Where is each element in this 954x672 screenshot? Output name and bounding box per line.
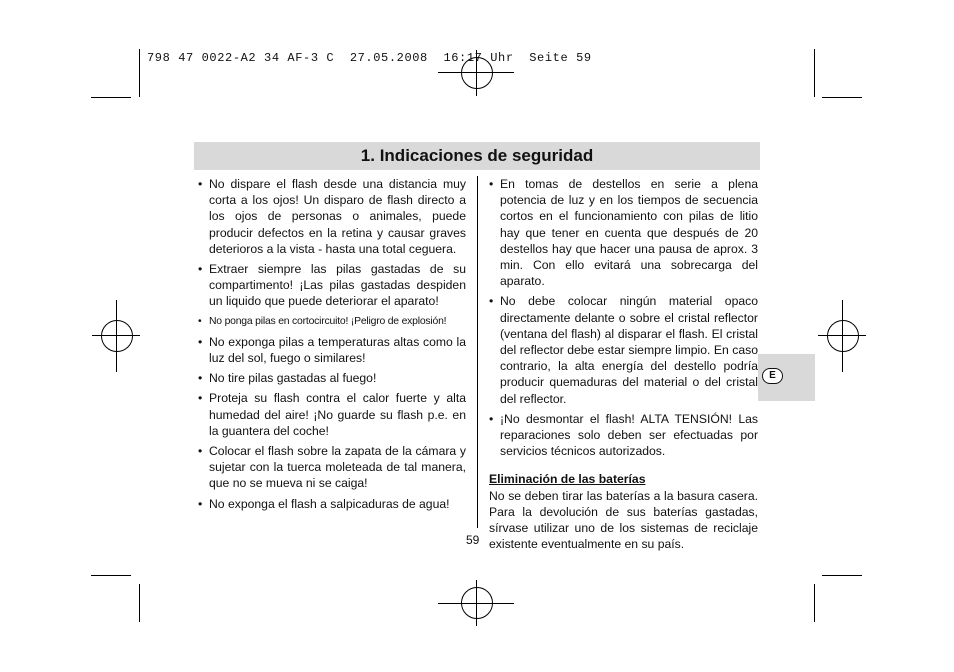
section-title: 1. Indicaciones de seguridad [360,146,594,165]
list-item: • Proteja su flash contra el calor fuerte y alta humedad del aire! ¡No guarde su flash p.e. en la guantera del coche! [198,390,466,439]
crop-mark [91,575,131,576]
section-title-bar [194,142,760,170]
crop-mark [139,49,140,97]
crop-mark [822,97,862,98]
language-badge: E [762,368,783,384]
list-item: • Extraer siempre las pilas gastadas de su compartimento! ¡Las pilas gastadas despiden un liquido que puede deteriorar el aparato! [198,261,466,310]
list-item: • No exponga pilas a temperaturas altas como la luz del sol, fuego o similares! [198,334,466,366]
page-number: 59 [466,533,480,547]
crop-mark [139,584,140,622]
list-item: • En tomas de destellos en serie a plena potencia de luz y en los tiempos de secuencia cortos en el funcionamiento con pilas de litio hay que tener en cuenta que después de 20 destellos hay que hacer una pausa de aprox. 3 min. Con ello evitará una sobrecarga del aparato. [489,176,758,289]
list-item: • ¡No desmontar el flash! ALTA TENSIÓN! Las reparaciones solo deben ser efectuadas por servicios técnicos autorizados. [489,411,758,460]
print-slug: 798 47 0022-A2 34 AF-3 C 27.05.2008 16:17 Uhr Seite 59 [147,51,592,65]
language-tab [758,354,815,401]
list-item: • No exponga el flash a salpicaduras de agua! [198,496,466,512]
right-column [489,176,758,552]
crop-mark [814,49,815,97]
battery-disposal-heading: Eliminación de las baterías [489,472,646,487]
list-item: • No debe colocar ningún material opaco directamente delante o sobre el cristal reflector (ventana del flash) al disparar el flash. El cristal del reflector debe estar siempre limpio. En caso contrario, la alta energía del destello podría producir quemaduras del material o del cristal del reflector. [489,293,758,406]
column-divider [477,176,478,528]
battery-disposal-text: No se deben tirar las baterías a la basura casera. Para la devolución de sus baterías gastadas, sírvase utilizar uno de los sistemas de reciclaje existente eventualmente en su país. [489,488,758,552]
crop-mark [814,584,815,622]
list-item: • No tire pilas gastadas al fuego! [198,370,466,386]
list-item: • No dispare el flash desde una distancia muy corta a los ojos! Un disparo de flash directo a los ojos de personas o animales, puede producir defectos en la retina y causar graves deterioros a la vista - hasta una total ceguera. [198,176,466,257]
left-column [198,176,466,516]
list-item: • No ponga pilas en cortocircuito! ¡Peligro de explosión! [198,314,466,330]
list-item: • Colocar el flash sobre la zapata de la cámara y sujetar con la tuerca moleteada de tal manera, que no se mueva ni se caiga! [198,443,466,492]
crop-mark [91,97,131,98]
crop-mark [822,575,862,576]
